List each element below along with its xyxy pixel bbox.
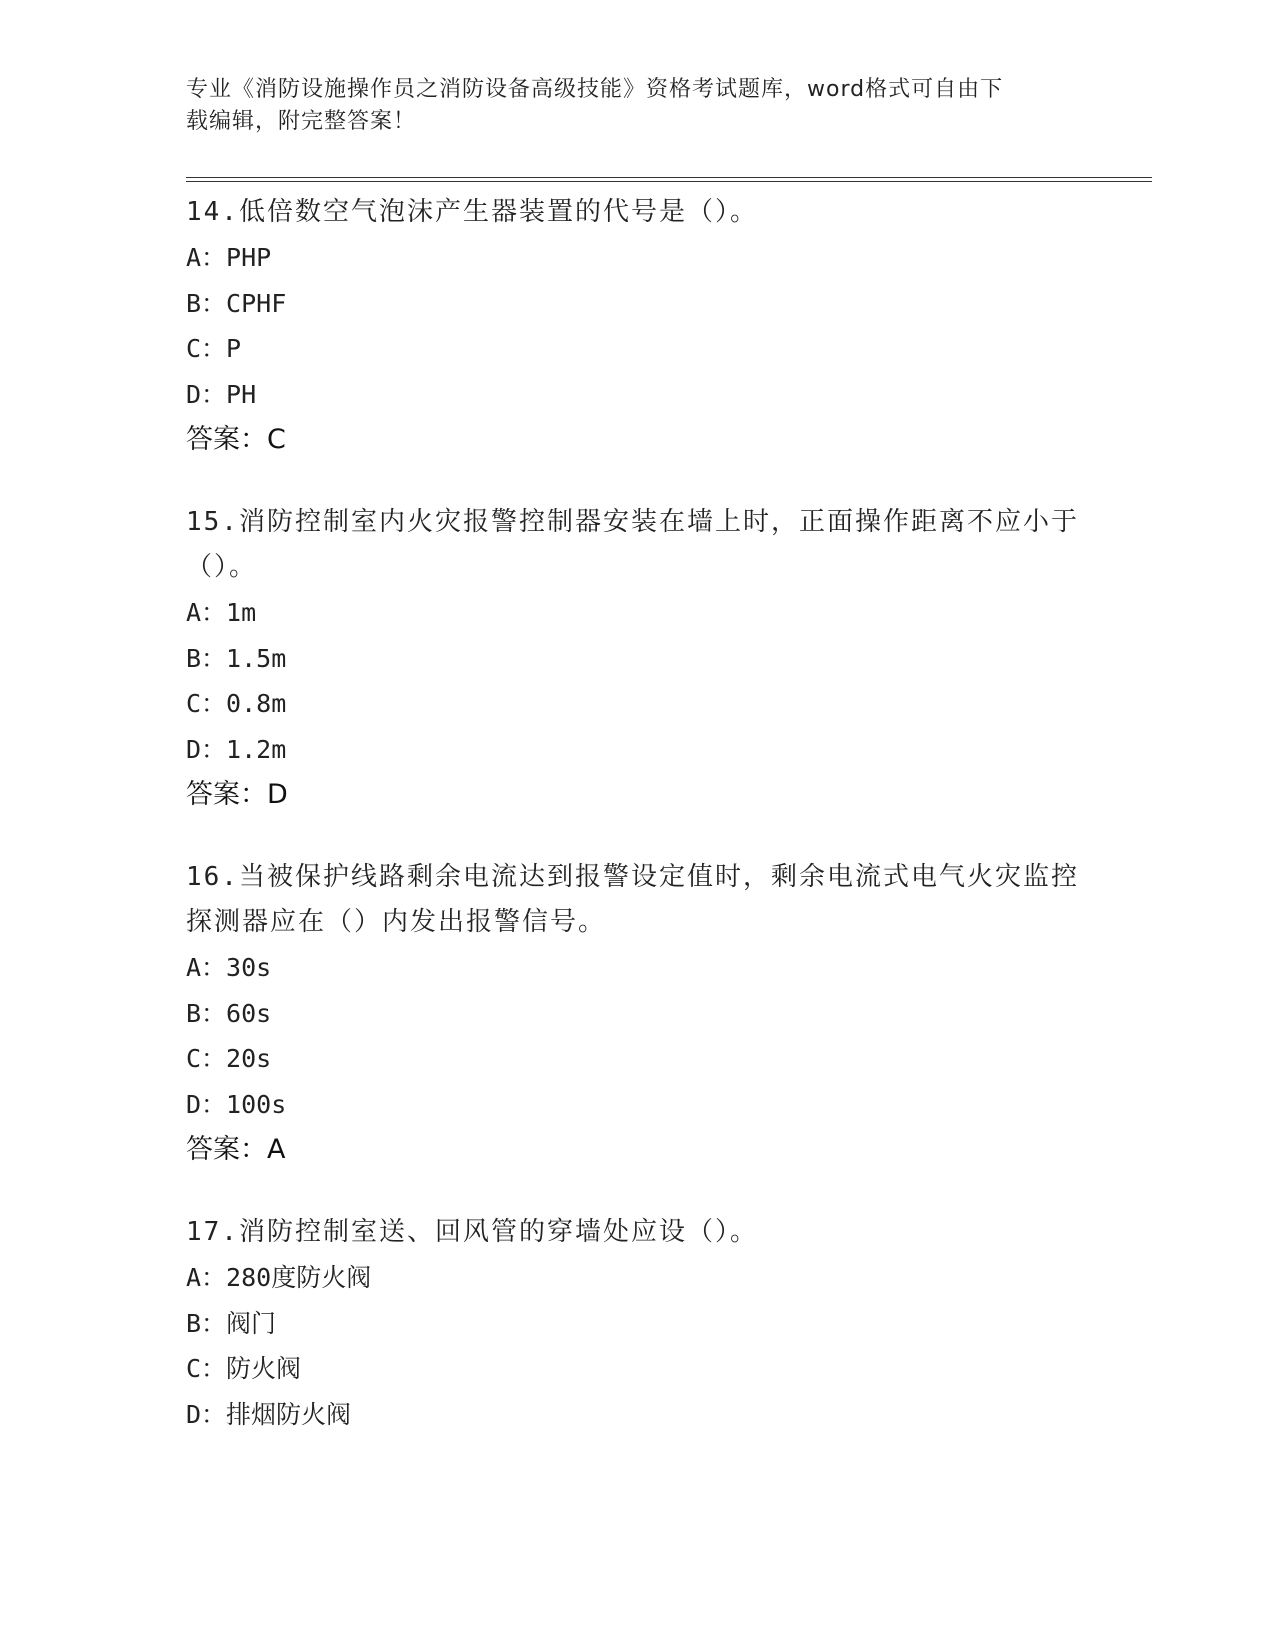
- answer-label: 答案：C: [186, 424, 286, 455]
- question-stem: 15.消防控制室内火灾报警控制器安装在墙上时，正面操作距离不应小于（）。: [186, 507, 1079, 582]
- option-d: D：100s: [186, 1089, 287, 1119]
- option-c: C：P: [186, 334, 242, 363]
- question-15: [186, 500, 1086, 818]
- question-stem: 17.消防控制室送、回风管的穿墙处应设（）。: [186, 1217, 758, 1247]
- question-list: [186, 190, 1086, 1474]
- option-c: C：0.8m: [186, 689, 287, 718]
- header-divider-top: [186, 177, 1152, 178]
- option-d: D：排烟防火阀: [186, 1399, 352, 1429]
- option-a: A：280度防火阀: [186, 1263, 372, 1292]
- option-b: B：CPHF: [186, 288, 287, 318]
- option-c: C：20s: [186, 1044, 272, 1073]
- question-stem: 16.当被保护线路剩余电流达到报警设定值时，剩余电流式电气火灾监控探测器应在（）内发出报警信号。: [186, 862, 1079, 937]
- option-d: D：PH: [186, 379, 257, 409]
- question-14: [186, 190, 1086, 463]
- header-divider-bottom: [186, 181, 1152, 182]
- option-a: A：PHP: [186, 243, 272, 272]
- answer-label: 答案：A: [186, 1134, 286, 1165]
- answer-label: 答案：D: [186, 779, 288, 810]
- document-header: [186, 74, 1066, 138]
- option-b: B：阀门: [186, 1308, 277, 1338]
- header-line-1: 专业《消防设施操作员之消防设备高级技能》资格考试题库，word格式可自由下: [186, 77, 1004, 102]
- option-c: C：防火阀: [186, 1354, 302, 1383]
- option-b: B：1.5m: [186, 643, 287, 673]
- question-16: [186, 855, 1086, 1173]
- option-a: A：30s: [186, 953, 272, 982]
- question-stem: 14.低倍数空气泡沫产生器装置的代号是（）。: [186, 197, 758, 227]
- option-a: A：1m: [186, 598, 257, 627]
- question-17: [186, 1210, 1086, 1437]
- option-d: D：1.2m: [186, 734, 287, 764]
- option-b: B：60s: [186, 998, 272, 1028]
- header-line-2: 载编辑，附完整答案！: [186, 109, 417, 134]
